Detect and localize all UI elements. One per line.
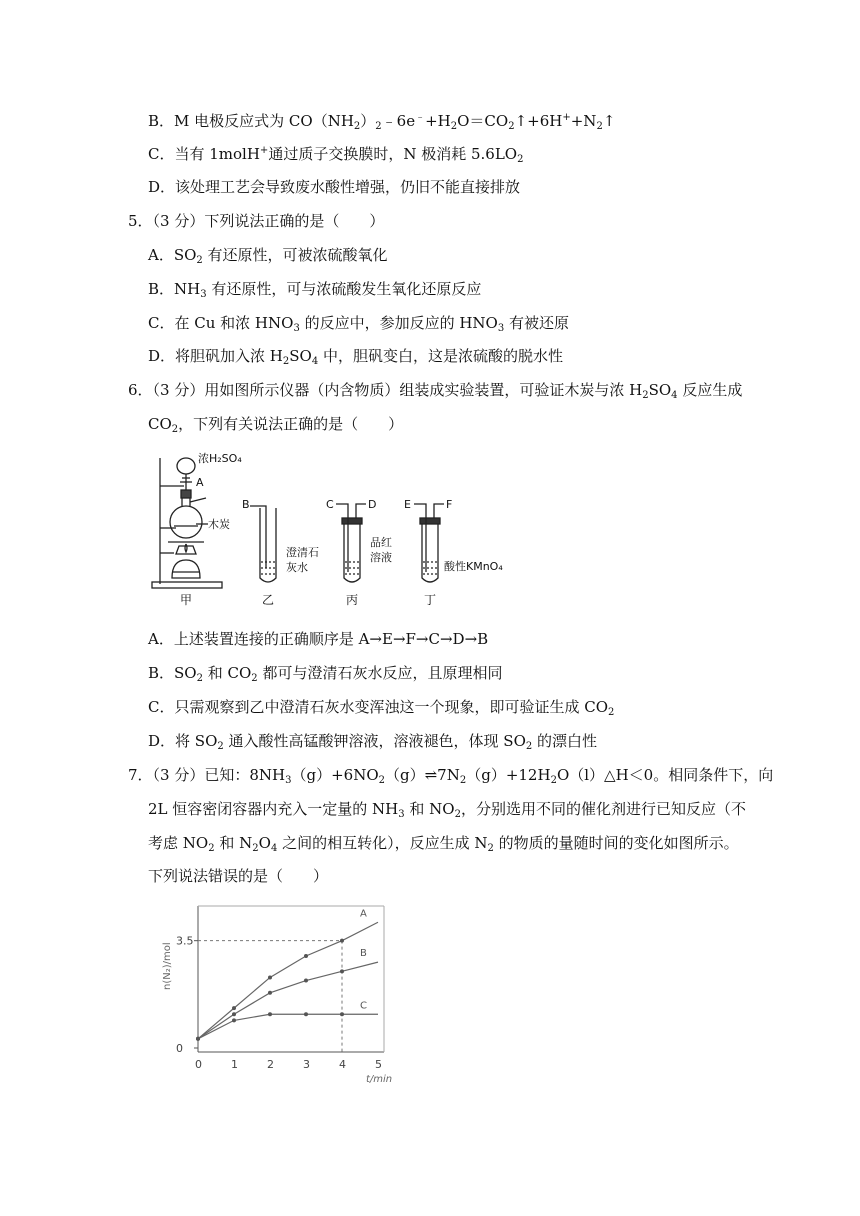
data-point-A <box>304 954 308 958</box>
label-c: C <box>326 498 334 511</box>
label-b: B <box>242 498 250 511</box>
label-f: F <box>446 498 453 511</box>
superscript: + <box>562 112 571 123</box>
text: SO <box>289 347 312 365</box>
q5-stem: 5．（3 分）下列说法正确的是（ ） <box>128 212 385 230</box>
subscript: 2 <box>353 121 361 132</box>
text: D．将 SO <box>148 732 218 750</box>
q5-option-b <box>148 279 481 299</box>
q6-option-b <box>148 663 502 683</box>
text: SO <box>648 381 672 399</box>
text: O（l）△H＜0。相同条件下，向 <box>556 766 774 784</box>
text: 都可与澄清石灰水反应，且原理相同 <box>257 664 503 682</box>
label-e: E <box>404 498 411 511</box>
n2-time-chart <box>150 898 400 1098</box>
text: 之间的相互转化），反应生成 N <box>277 834 488 852</box>
text: 中，胆矾变白，这是浓硫酸的脱水性 <box>318 347 563 365</box>
text: C．当有 1molH <box>148 145 260 163</box>
y-tick-label: 3.5 <box>176 934 194 948</box>
q7-stem-line2 <box>148 799 746 819</box>
label-limewater-1: 澄清石 <box>286 546 319 559</box>
text: ，分别选用不同的催化剂进行已知反应（不 <box>460 800 746 818</box>
data-point-C <box>304 1012 308 1016</box>
text: ↑+6H <box>514 112 563 130</box>
subscript: 2 <box>375 121 382 132</box>
x-axis-label: t/min <box>366 1074 393 1085</box>
subscript: 2 <box>196 673 203 684</box>
q6-stem-line2 <box>148 414 403 434</box>
text: B．NH <box>148 280 201 298</box>
subscript: 2 <box>550 775 557 786</box>
text: B．SO <box>148 664 197 682</box>
q4-option-d: D．该处理工艺会导致废水酸性增强，仍旧不能直接排放 <box>148 178 521 196</box>
q5-option-a <box>148 245 388 265</box>
label-acid: 浓H₂SO₄ <box>198 452 242 465</box>
subscript: 2 <box>454 809 461 820</box>
text: 有被还原 <box>504 314 570 332</box>
y-tick-label: 0 <box>176 1042 183 1055</box>
superscript: + <box>259 145 269 156</box>
x-tick-label: 0 <box>195 1058 202 1071</box>
q7-stem-line3 <box>148 833 739 853</box>
text: C．在 Cu 和浓 HNO <box>148 314 294 332</box>
subscript: 2 <box>642 390 649 401</box>
text: O＝CO <box>457 112 509 130</box>
caption-bing: 丙 <box>346 593 359 607</box>
label-pinkdye-1: 品红 <box>370 536 392 549</box>
text: 2L 恒容密闭容器内充入一定量的 NH <box>148 800 399 818</box>
data-point-C <box>340 1012 344 1016</box>
text: 有还原性，可被浓硫酸氧化 <box>202 246 388 264</box>
q6-option-d <box>148 731 597 751</box>
subscript: 3 <box>497 323 505 334</box>
subscript: 3 <box>200 289 207 300</box>
text: ，下列有关说法正确的是（ ） <box>178 415 404 433</box>
text: 的漂白性 <box>532 732 598 750</box>
text: ↑ <box>602 112 616 130</box>
series-label-A: A <box>360 908 367 920</box>
subscript: 3 <box>285 775 292 786</box>
y-axis-label: n(N₂)/mol <box>162 942 173 990</box>
caption-yi: 乙 <box>262 593 275 607</box>
x-tick-label: 5 <box>375 1058 382 1071</box>
apparatus-bing <box>336 504 366 582</box>
text: （g）+12H <box>466 766 551 784</box>
x-tick-label: 4 <box>339 1058 346 1071</box>
subscript: 2 <box>171 424 179 435</box>
subscript: 2 <box>508 121 515 132</box>
subscript: 2 <box>517 154 524 165</box>
label-limewater-2: 灰水 <box>286 561 308 574</box>
text: 反应生成 <box>677 381 743 399</box>
text: CO <box>148 415 172 433</box>
subscript: 2 <box>487 843 494 854</box>
caption-jia: 甲 <box>180 593 193 607</box>
q6-option-a: A．上述装置连接的正确顺序是 A→E→F→C→D→B <box>148 630 489 648</box>
text: 和 N <box>214 834 253 852</box>
series-label-B: B <box>360 948 367 960</box>
text: ﹣6e <box>381 112 416 130</box>
q4-option-b <box>148 111 615 131</box>
q4-option-c <box>148 144 523 164</box>
series-line-B <box>198 962 378 1039</box>
text: 通过质子交换膜时，N 极消耗 5.6LO <box>268 145 518 163</box>
label-carbon: 木炭 <box>208 518 230 531</box>
subscript: 4 <box>311 356 319 367</box>
text: +H <box>425 112 451 130</box>
x-tick-label: 2 <box>267 1058 274 1071</box>
subscript: 4 <box>671 390 678 401</box>
x-tick-label: 3 <box>303 1058 310 1071</box>
text: A．SO <box>148 246 197 264</box>
subscript: 4 <box>270 843 278 854</box>
label-d: D <box>368 498 377 511</box>
q5-option-d <box>148 346 563 366</box>
subscript: 2 <box>525 741 533 752</box>
chart-marks <box>196 908 378 1041</box>
subscript: 2 <box>596 121 603 132</box>
q6-stem-line1 <box>128 380 742 400</box>
text: （g）⇌7N <box>385 766 460 784</box>
x-tick-label: 1 <box>231 1058 238 1071</box>
subscript: 2 <box>608 707 615 718</box>
data-point-C <box>196 1037 200 1041</box>
text: 考虑 NO <box>148 834 209 852</box>
caption-ding: 丁 <box>424 593 437 607</box>
data-point-C <box>268 1012 272 1016</box>
text: B．M 电极反应式为 CO（NH <box>148 112 354 130</box>
data-point-B <box>232 1012 236 1016</box>
series-line-A <box>198 922 378 1039</box>
data-point-A <box>268 975 272 979</box>
subscript: 3 <box>398 809 405 820</box>
subscript: 2 <box>252 843 259 854</box>
apparatus-yi <box>250 506 276 582</box>
subscript: 2 <box>459 775 467 786</box>
subscript: 2 <box>450 121 458 132</box>
label-kmno4: 酸性KMnO₄ <box>444 560 503 573</box>
data-point-B <box>340 969 344 973</box>
label-a: A <box>196 476 204 489</box>
subscript: 2 <box>196 255 203 266</box>
data-point-B <box>304 979 308 983</box>
subscript: 2 <box>217 741 224 752</box>
series-label-C: C <box>360 1000 367 1012</box>
q7-stem-line4: 下列说法错误的是（ ） <box>148 867 329 885</box>
q5-option-c <box>148 313 569 333</box>
series-line-C <box>198 1014 378 1039</box>
data-point-B <box>268 991 272 995</box>
text: O <box>258 834 271 852</box>
apparatus-ding <box>414 504 444 582</box>
text: 和 CO <box>202 664 252 682</box>
text: 7．（3 分）已知：8NH <box>128 766 286 784</box>
text: C．只需观察到乙中澄清石灰水变浑浊这一个现象，即可验证生成 CO <box>148 698 609 716</box>
label-pinkdye-2: 溶液 <box>370 551 392 564</box>
data-point-A <box>340 939 344 943</box>
apparatus-figure <box>148 448 503 610</box>
text: 有还原性，可与浓硫酸发生氧化还原反应 <box>206 280 482 298</box>
text: +N <box>570 112 597 130</box>
subscript: 2 <box>251 673 258 684</box>
superscript: ﹣ <box>415 112 426 123</box>
data-point-A <box>232 1006 236 1010</box>
subscript: 2 <box>378 775 385 786</box>
text: ） <box>360 112 376 130</box>
text: 和 NO <box>404 800 455 818</box>
subscript: 3 <box>293 323 300 334</box>
subscript: 2 <box>208 843 215 854</box>
text: 的反应中，参加反应的 HNO <box>299 314 498 332</box>
data-point-C <box>232 1018 236 1022</box>
q6-option-c <box>148 697 614 717</box>
subscript: 2 <box>282 356 290 367</box>
text: 的物质的量随时间的变化如图所示。 <box>493 834 739 852</box>
text: D．将胆矾加入浓 H <box>148 347 283 365</box>
text: 6．（3 分）用如图所示仪器（内含物质）组装成实验装置，可验证木炭与浓 H <box>128 381 643 399</box>
text: 通入酸性高锰酸钾溶液，溶液褪色，体现 SO <box>223 732 526 750</box>
text: （g）+6NO <box>291 766 379 784</box>
q7-stem-line1 <box>128 765 773 785</box>
